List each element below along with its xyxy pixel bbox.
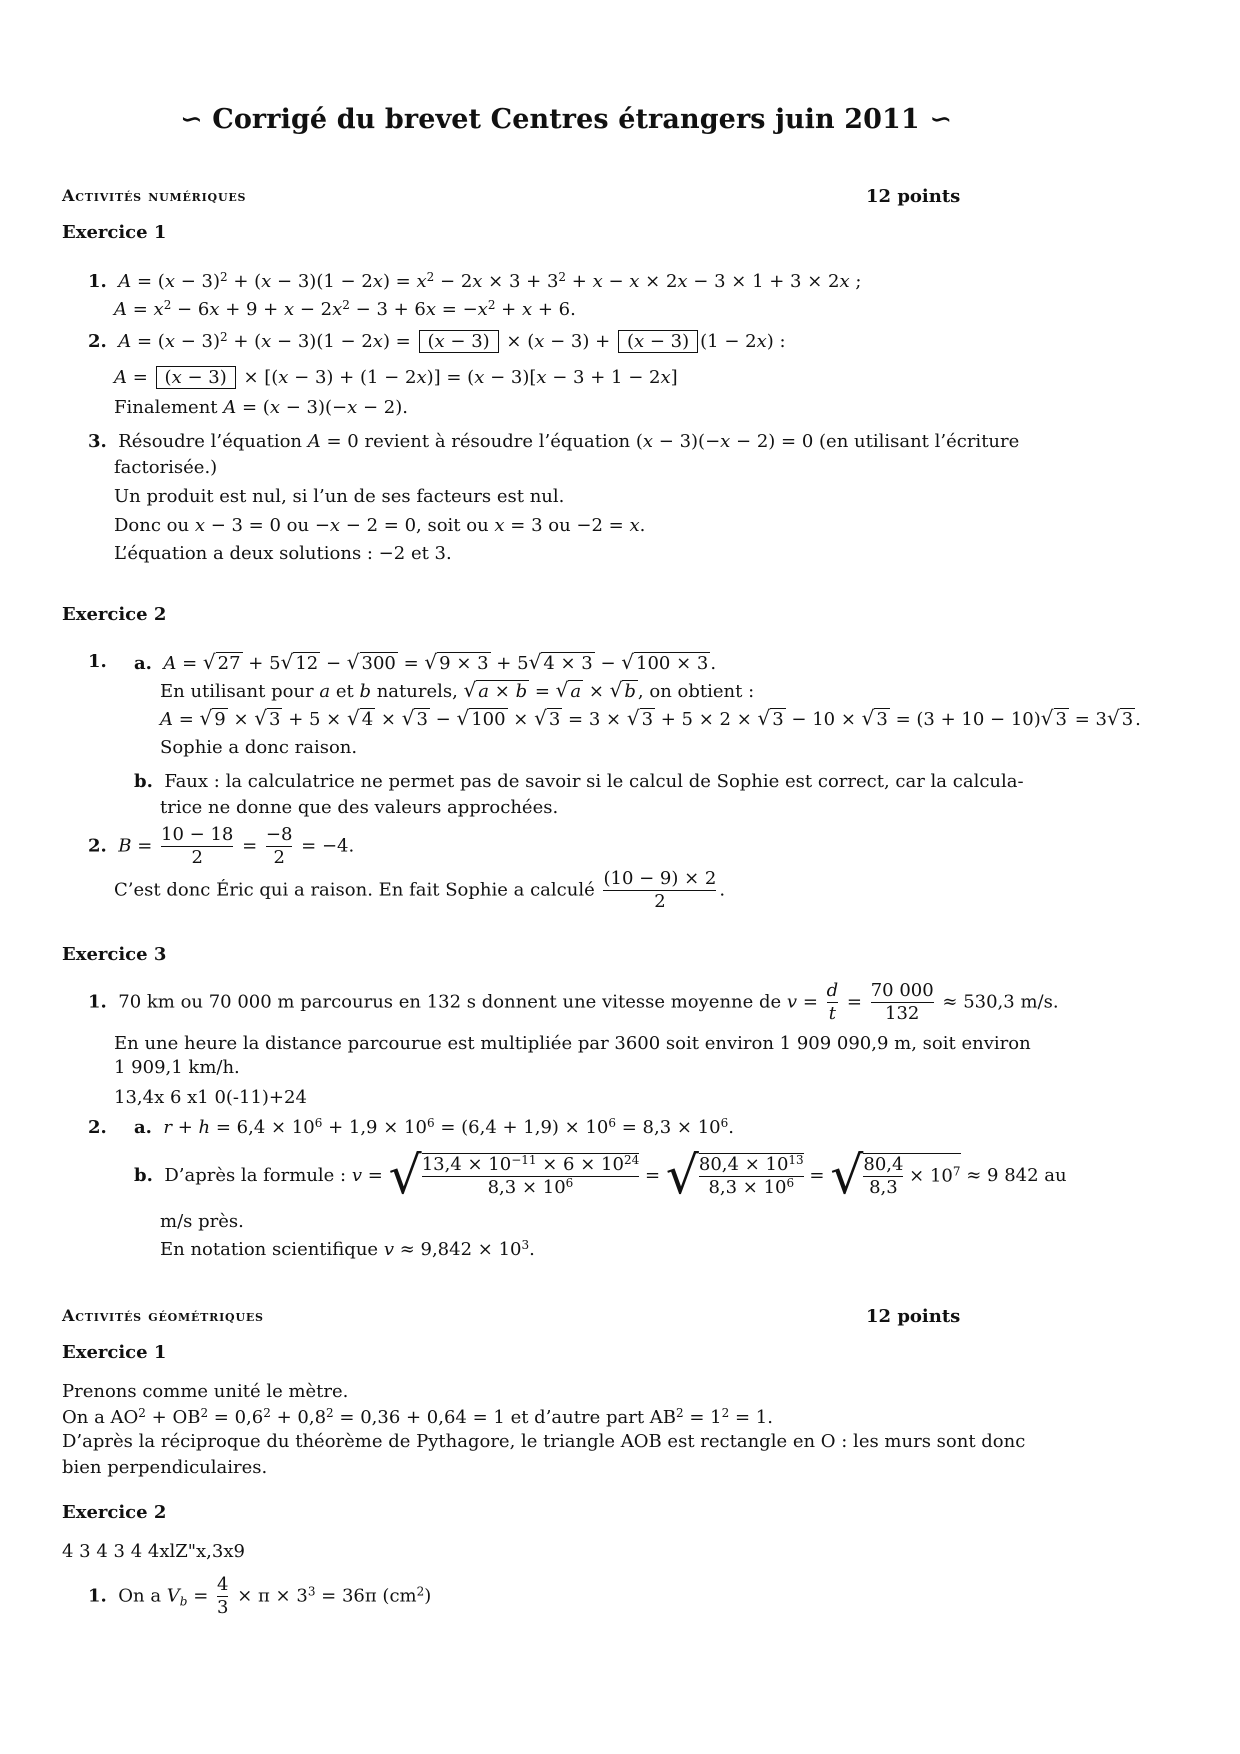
text: 70 km ou 70 000 m parcourus en 132 s donnent une vitesse moyenne de	[118, 991, 782, 1013]
exercise-heading: Exercice 3	[62, 944, 167, 965]
title-text: Corrigé du brevet Centres étrangers juin 2011	[212, 104, 920, 135]
document-title	[180, 104, 952, 135]
question-1: 1. On a $V_b$ = $\frac{4}{3}$ × $\pi \times 3^3 = 36\pi$ $(cm^2)$	[88, 1574, 432, 1618]
ornament-right-icon: ∽	[929, 104, 953, 135]
question-1: 1. $A = (x - 3)^2 + (x - 3)(1 - 2x) = x^2 - 2x \times 3 + 3^2 + x - x \times 2x - 3 \times 1 + 3 \times 2x$ ;	[88, 270, 862, 292]
text: C’est donc Éric qui a raison. En fait Sophie a calculé	[114, 879, 595, 901]
text: Faux : la calculatrice ne permet pas de savoir si le calcul de Sophie est correct, car la calcula-	[164, 771, 1024, 792]
question-2a: a. $r + h = 6,4 \times 10^6 + 1,9 \times 10^6 = (6,4 + 1,9) \times 10^6 = 8,3 \times 10^6$.	[134, 1116, 734, 1138]
question-3-line4: Donc ou x − 3 = 0 ou −x − 2 = 0, soit ou x = 3 ou −2 = x.	[114, 515, 646, 536]
stray-text: 13,4x 6 x1 0(-11)+24	[114, 1087, 307, 1108]
text: En utilisant pour	[160, 681, 314, 702]
text: Résoudre l’équation	[118, 431, 303, 452]
exercise-heading: Exercice 1	[62, 222, 167, 243]
paragraph-line: D’après la réciproque du théorème de Pythagore, le triangle AOB est rectangle en O : les murs sont donc	[62, 1431, 1026, 1452]
question-3: 3. Résoudre l’équation A = 0 revient à résoudre l’équation (x − 3)(−x − 2) = 0 (en utilisant l’écriture	[88, 431, 1020, 452]
question-2: 2.	[88, 1117, 107, 1138]
question-1-line3: 1 909,1 km/h.	[114, 1057, 240, 1078]
paragraph-line: On a $AO^2 + OB^2 = 0,6^2 + 0,8^2 = 0,36 + 0,64 = 1$ et d’autre part $AB^2 = 1^2 = 1$.	[62, 1406, 773, 1428]
section-heading-geometric: Activités géométriques	[62, 1306, 264, 1325]
question-1b-line2: trice ne donne que des valeurs approchées.	[160, 797, 559, 818]
text: En notation scientifique	[160, 1239, 379, 1260]
section-points-geometric: 12 points	[866, 1306, 961, 1327]
question-1b: b. Faux : la calculatrice ne permet pas de savoir si le calcul de Sophie est correct, car la calcula-	[134, 771, 1024, 792]
stray-text: 4 3 4 3 4 4xlZ"x,3x9	[62, 1541, 245, 1562]
question-1a-line3: A = √ 9 × √ 3 + 5 × √ 4 × √ 3 − √ 100 × √ 3 = 3 × √ 3 + 5 × 2 × √ 3 − 10 × √ 3 = (3 + 10 − 10)√ 3 = 3√ 3 .	[160, 706, 1141, 730]
question-1a: a. A = √ 27 + 5√ 12 − √ 300 = √ 9 × 3 + 5√ 4 × 3 − √ 100 × 3 .	[134, 650, 717, 674]
text: revient à résoudre l’équation	[364, 431, 631, 452]
question-1-line2: $A = x^2 - 6x + 9 + x - 2x^2 - 3 + 6x = -x^2 + x + 6$.	[114, 298, 576, 320]
question-1a-line2: En utilisant pour a et b naturels, √ a × b = √ a × √ b , on obtient :	[160, 678, 755, 702]
text: D’après la formule :	[164, 1165, 347, 1186]
ornament-left-icon: ∽	[180, 104, 203, 135]
question-1: 1.	[88, 651, 107, 672]
question-2b-line2: m/s près.	[160, 1211, 244, 1232]
exercise-heading: Exercice 1	[62, 1342, 167, 1363]
question-1a-line4: Sophie a donc raison.	[160, 737, 358, 758]
text: (en utilisant l’écriture	[819, 431, 1020, 452]
exercise-heading: Exercice 2	[62, 1502, 167, 1523]
question-2b-line3: En notation scientifique $v \approx 9,842 \times 10^3$.	[160, 1238, 535, 1260]
section-heading-numeric: Activités numériques	[62, 186, 247, 205]
question-3-line5: L’équation a deux solutions : −2 et 3.	[114, 543, 452, 564]
question-2-line2: A = (x − 3) × [(x − 3) + (1 − 2x)] = (x − 3)[x − 3 + 1 − 2x]	[114, 367, 678, 388]
question-2b: b. D’après la formule : v = √ $\frac{13,4 \times 10^{-11} \times 6 \times 10^{24}}{8,3 \times 10^6}$ = √ $\frac{80,4 \times 10^{13}}{8,3 \times 10^6}$ = √ $\frac{80,4}{8,3}$ × $10^7 \approx 9$ 842 au	[134, 1146, 1067, 1206]
question-1: 1. 70 km ou 70 000 m parcourus en 132 s donnent une vitesse moyenne de v = $\frac{d}{t}$ = $\frac{70 000}{132}$ ≈ 530,3 m/s.	[88, 980, 1059, 1024]
section-points-numeric: 12 points	[866, 186, 961, 207]
question-3-line3: Un produit est nul, si l’un de ses facteurs est nul.	[114, 486, 565, 507]
paragraph-line: bien perpendiculaires.	[62, 1457, 268, 1478]
question-2: 2. B = $\frac{10 - 18}{2}$ = $\frac{-8}{2}$ = −4.	[88, 824, 355, 868]
question-3-line2: factorisée.)	[114, 457, 218, 478]
text: On a	[118, 1585, 162, 1607]
question-2: 2. $A = (x - 3)^2 + (x - 3)(1 - 2x) = (x - 3) \times (x - 3) + (x - 3)$ (1 − 2x) :	[88, 330, 786, 352]
paragraph-line: Prenons comme unité le mètre.	[62, 1381, 349, 1402]
exercise-heading: Exercice 2	[62, 604, 167, 625]
question-2-line3: Finalement A = (x − 3)(−x − 2).	[114, 397, 408, 418]
question-1-line2: En une heure la distance parcourue est multipliée par 3600 soit environ 1 909 090,9 m, soit environ	[114, 1033, 1031, 1054]
question-2-line2: C’est donc Éric qui a raison. En fait Sophie a calculé $\frac{(10 - 9) \times 2}{2}$ .	[114, 868, 726, 912]
